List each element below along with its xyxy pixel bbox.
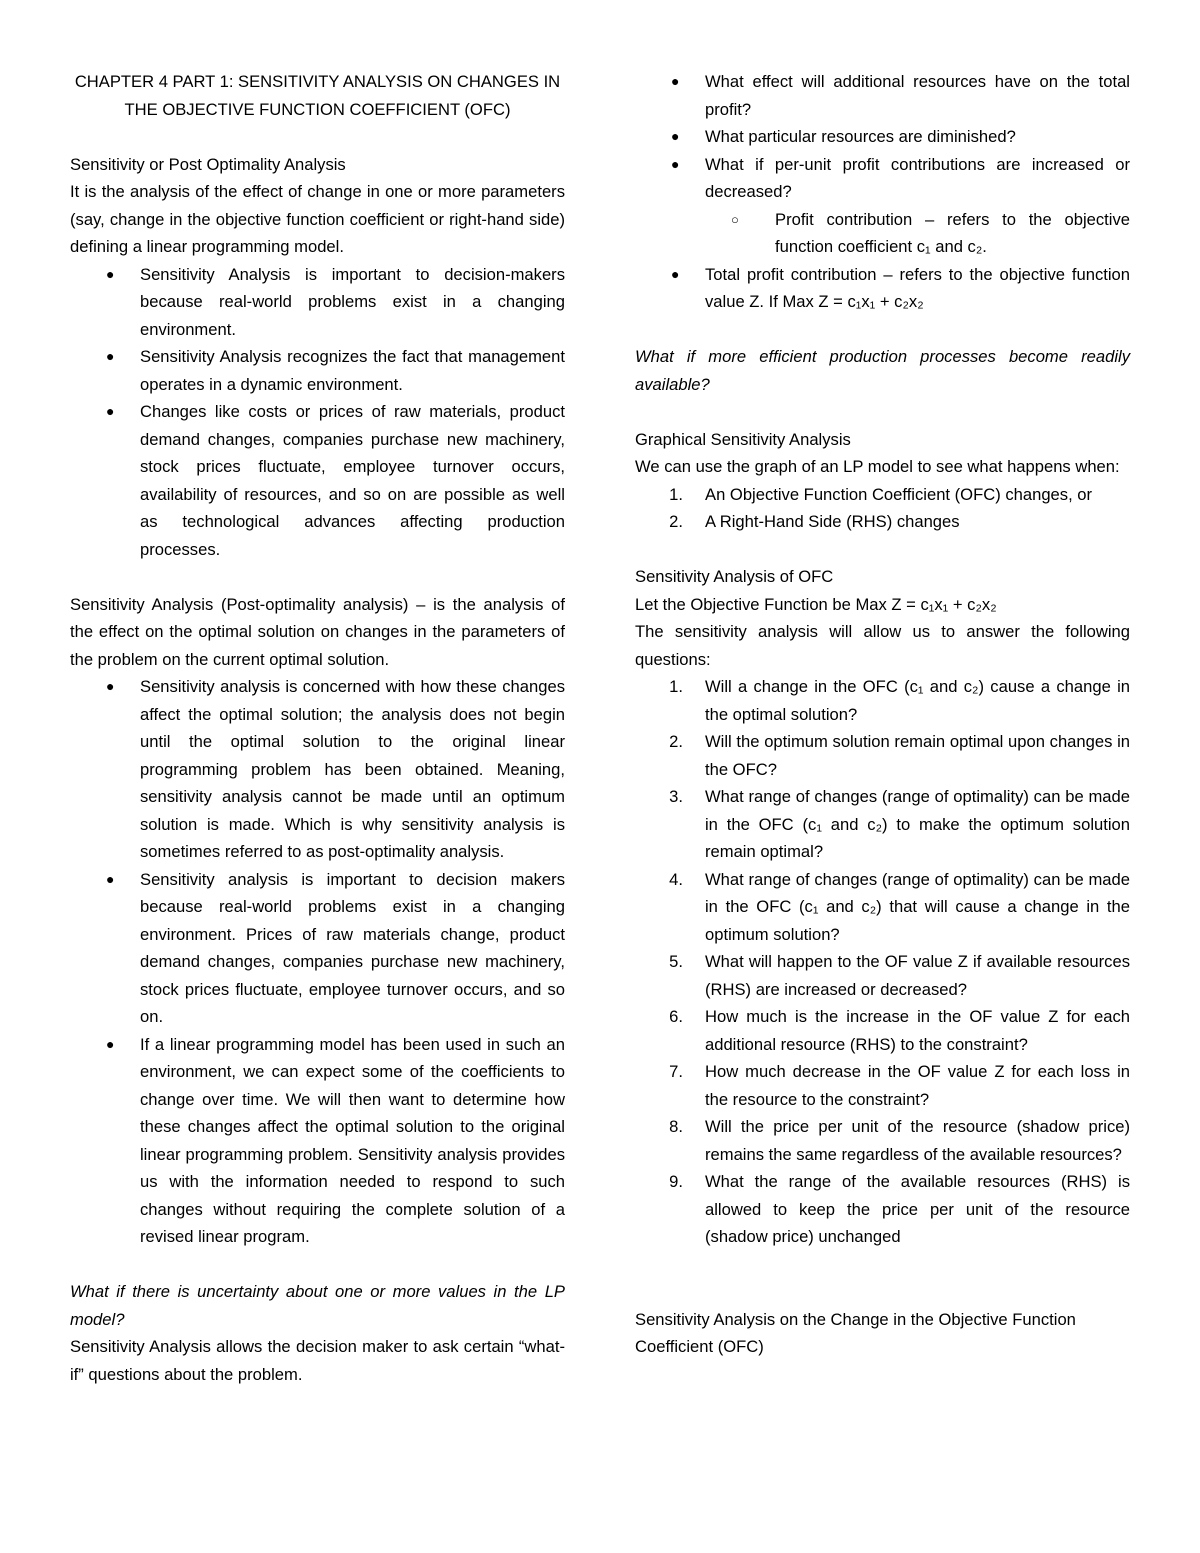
numbered-list [635, 673, 1130, 1251]
bullet-icon: ● [106, 1035, 115, 1052]
paragraph: The sensitivity analysis will allow us to answer the following questions: [635, 622, 1130, 669]
list-item: ● Sensitivity analysis is important to decision makers because real-world problems exist in a changing environment. Prices of raw materials change, product demand changes, companies purchase new machinery, stock prices fluctuate, employee turnover occurs, and so on. [70, 866, 565, 1031]
list-item: ● What particular resources are diminished? [635, 123, 1130, 151]
bullet-icon: ● [671, 73, 680, 89]
list-item: ● Sensitivity Analysis recognizes the fact that management operates in a dynamic environment. [70, 343, 565, 398]
bullet-icon: ● [671, 265, 680, 282]
paragraph: Sensitivity Analysis allows the decision maker to ask certain “what-if” questions about the problem. [70, 1337, 565, 1384]
question-italic: What if more efficient production processes become readily available? [635, 347, 1130, 394]
list-item: ● Changes like costs or prices of raw materials, product demand changes, companies purchase new machinery, stock prices fluctuate, employee turnover occurs, availability of resources, and so on are possible as well as technological advances affecting production processes. [70, 398, 565, 563]
bullet-icon: ● [671, 128, 680, 144]
section-heading: Graphical Sensitivity Analysis [635, 429, 851, 449]
left-column [70, 68, 565, 1388]
circle-bullet-icon: ○ [731, 211, 739, 227]
bullet-icon: ● [106, 348, 115, 364]
bullet-list [635, 68, 1130, 206]
list-item: 2. Will the optimum solution remain optimal upon changes in the OFC? [669, 732, 1130, 779]
paragraph: Sensitivity Analysis (Post-optimality analysis) – is the analysis of the effect on the optimal solution on changes in the parameters of the problem on the current optimal solution. [70, 594, 565, 669]
bullet-icon: ● [106, 403, 115, 419]
chapter-title-line1: CHAPTER 4 PART 1: SENSITIVITY ANALYSIS ON CHANGES IN [74, 72, 561, 91]
bullet-list [70, 673, 565, 1251]
bullet-icon: ● [671, 155, 680, 172]
sub-bullet-list [635, 206, 1130, 261]
list-item: 7. How much decrease in the OF value Z for each loss in the resource to the constraint? [669, 1062, 1130, 1109]
list-item: ● Sensitivity Analysis is important to decision-makers because real-world problems exist in a changing environment. [70, 261, 565, 344]
section-heading: Sensitivity or Post Optimality Analysis [70, 154, 346, 174]
sub-list-item: ○ Profit contribution – refers to the objective function coefficient c₁ and c₂. [635, 206, 1130, 261]
list-item: 1. Will a change in the OFC (c₁ and c₂) cause a change in the optimal solution? [669, 677, 1130, 724]
list-item: 9. What the range of the available resources (RHS) is allowed to keep the price per unit of the resource (shadow price) unchanged [669, 1172, 1130, 1246]
section-heading: Sensitivity Analysis of OFC [635, 567, 834, 586]
bullet-icon: ● [106, 265, 115, 282]
chapter-title-line2: THE OBJECTIVE FUNCTION COEFFICIENT (OFC) [124, 99, 511, 119]
list-item: ● Sensitivity analysis is concerned with how these changes affect the optimal solution; the analysis does not begin until the optimal solution to the original linear programming problem has been obtained. Meaning, sensitivity analysis cannot be made until an optimum solution is made. Which is why sensitivity analysis is sometimes referred to as post-optimality analysis. [70, 673, 565, 866]
right-column [635, 68, 1130, 1361]
section-heading: Sensitivity Analysis on the Change in the Objective Function Coefficient (OFC) [635, 1309, 1076, 1356]
list-item: 5. What will happen to the OF value Z if available resources (RHS) are increased or decreased? [669, 952, 1130, 999]
list-item: 6. How much is the increase in the OF value Z for each additional resource (RHS) to the constraint? [669, 1007, 1130, 1054]
bullet-icon: ● [106, 678, 115, 694]
list-item: 3. What range of changes (range of optimality) can be made in the OFC (c₁ and c₂) to make the optimum solution remain optimal? [669, 787, 1130, 861]
question-italic: What if there is uncertainty about one or more values in the LP model? [70, 1282, 565, 1329]
bullet-icon: ● [106, 870, 115, 887]
bullet-list [635, 261, 1130, 316]
list-item: ● What if per-unit profit contributions are increased or decreased? [635, 151, 1130, 206]
list-item: 8. Will the price per unit of the resource (shadow price) remains the same regardless of the available resources? [669, 1117, 1130, 1164]
list-item: 2. A Right-Hand Side (RHS) changes [669, 512, 960, 531]
list-item: 4. What range of changes (range of optimality) can be made in the OFC (c₁ and c₂) that will cause a change in the optimum solution? [669, 869, 1130, 944]
bullet-list [70, 261, 565, 564]
paragraph: We can use the graph of an LP model to see what happens when: [635, 457, 1120, 476]
list-item: ● If a linear programming model has been used in such an environment, we can expect some of the coefficients to change over time. We will then want to determine how these changes affect the optimal solution to the original linear programming problem. Sensitivity analysis provides us with the information needed to respond to such changes without requiring the complete solution of a revised linear program. [70, 1031, 565, 1251]
objective-function-line: Let the Objective Function be Max Z = c₁x₁ + c₂x₂ [635, 594, 997, 614]
numbered-list [635, 481, 1130, 536]
list-item: ● What effect will additional resources have on the total profit? [635, 68, 1130, 123]
list-item: ● Total profit contribution – refers to the objective function value Z. If Max Z = c₁x₁ + c₂x₂ [635, 261, 1130, 316]
list-item: 1. An Objective Function Coefficient (OFC) changes, or [669, 484, 1093, 504]
paragraph: It is the analysis of the effect of change in one or more parameters (say, change in the objective function coefficient or right-hand side) defining a linear programming model. [70, 182, 565, 256]
